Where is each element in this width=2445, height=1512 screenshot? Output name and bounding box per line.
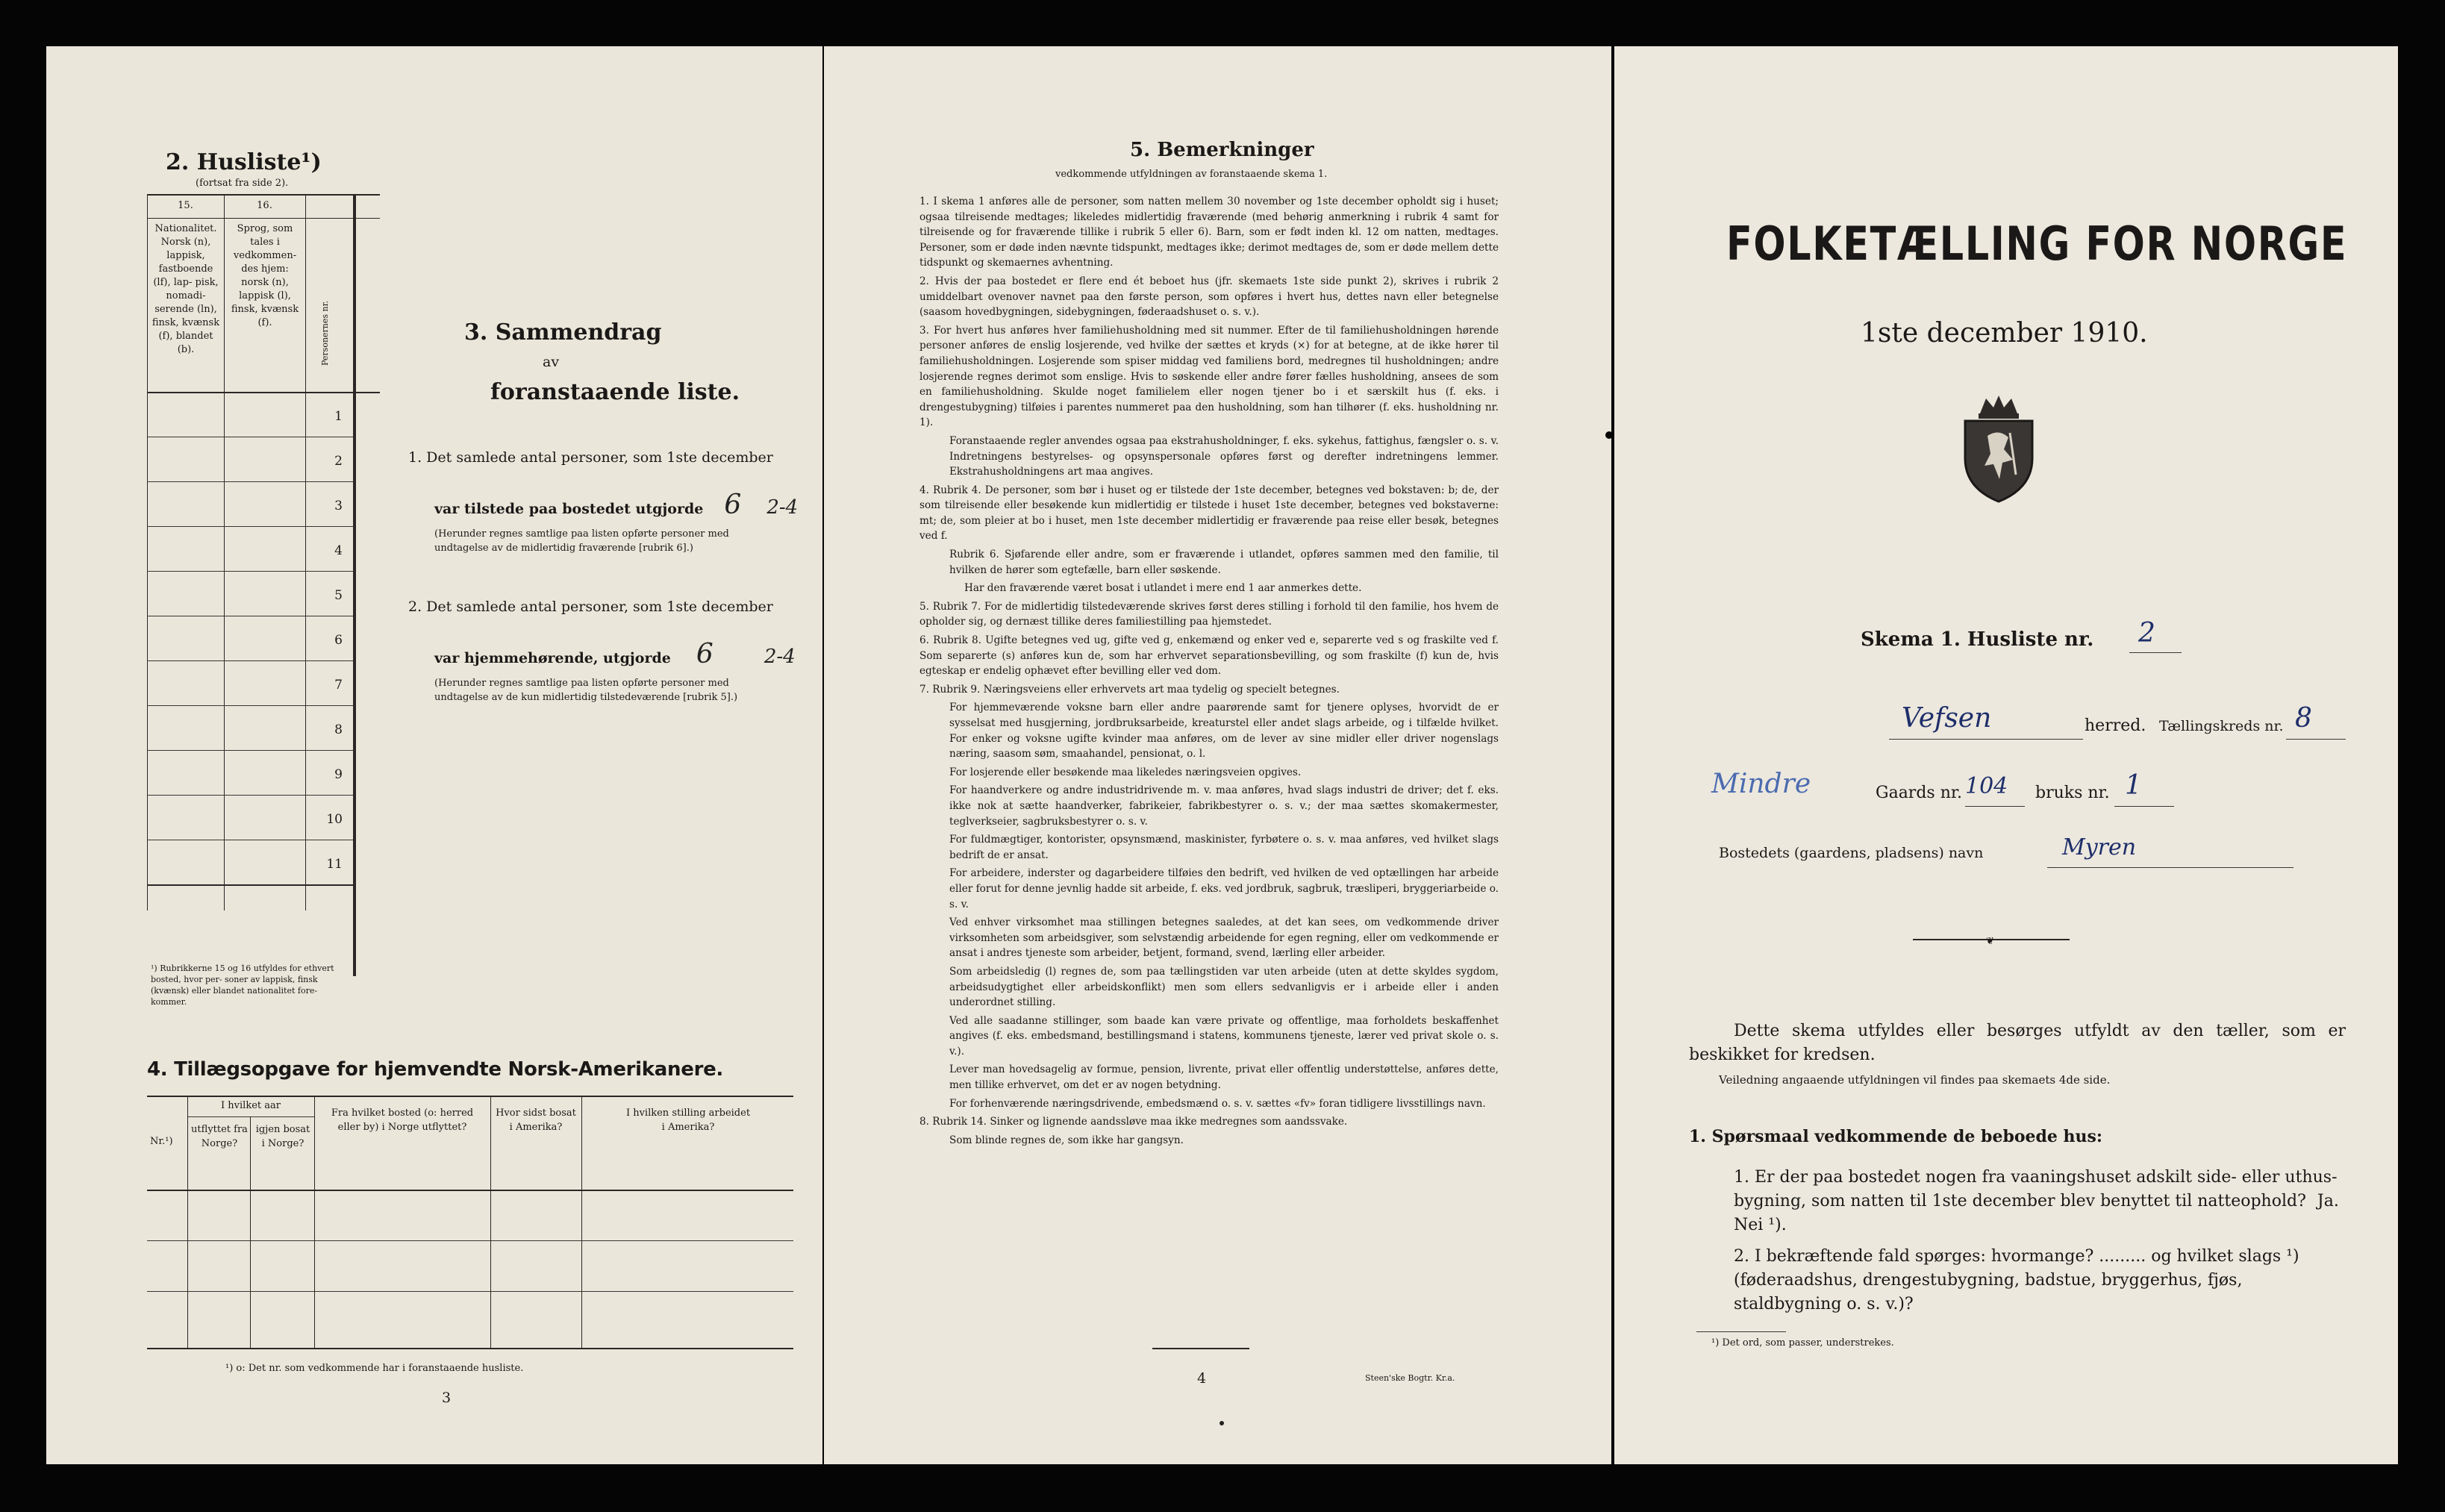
sammendrag-item2-line2 — [434, 639, 796, 669]
question-1 — [1734, 1166, 2346, 1237]
remark-7d: For haandverkere og andre industridrivende m. v. maa anføres, hvad slags industri de driver; det f. eks. ikke nok at sætte haandverker, fabrikeier, fabrikbestyrer o. s. v.; der maa sættes skomakermester, teglverkseier, sagbruksbestyrer o. s. v. — [949, 784, 1499, 828]
remark-7g: Ved enhver virksomhet maa stillingen betegnes saaledes, at det kan sees, om vedkommende driver virksomheten som arbeidsgiver, som selvstændig arbeidende for egen regning, eller om vedkommende er ansat i andres tjeneste som arbeider, betjent, formand, svend, lærling eller arbeider. — [949, 916, 1499, 960]
bruks-line — [2114, 806, 2174, 807]
page-number-4: 4 — [1197, 1370, 1207, 1387]
binding-dot — [1220, 1421, 1224, 1425]
remark-7k: For forhenværende næringsdrivende, embedsmænd o. s. v. sættes «fv» foran tidligere livsstillings navn. — [949, 1097, 1486, 1110]
tillaeg-title: 4. Tillægsopgave for hjemvendte Norsk-Amerikanere. — [147, 1058, 723, 1081]
right-footnote: ¹) Det ord, som passer, understrekes. — [1711, 1337, 1894, 1349]
remark-8: 8. Rubrik 14. Sinker og lignende aandssløve maa ikke medregnes som aandssvake. — [919, 1116, 1348, 1128]
page-middle — [824, 46, 1611, 1464]
sammendrag-subtitle: foranstaaende liste. — [490, 379, 740, 405]
husliste-title: 2. Husliste¹) — [166, 149, 322, 175]
footnote-rule — [1696, 1331, 1786, 1332]
remark-4b: Rubrik 6. Sjøfarende eller andre, som er fraværende i utlandet, opføres sammen med den familie, til hvilken de hører som egtefælle, barn eller søskende. — [949, 549, 1499, 576]
remark-7b: For hjemmeværende voksne barn eller andre paarørende samt for tjenere oplyses, hvorvidt de er sysselsat med husgjerning, jordbruksarbeide, kreaturstel eller andet slags arbeide, og i tilfælde hvilket. For enker og voksne ugifte kvinder maa anføres, om de lever av sine midler eller driver nogenslags næring, saasom søm, smaahandel, pensionat, o. l. — [949, 702, 1499, 760]
remark-3: 3. For hvert hus anføres hver familiehusholdning med sit nummer. Efter de til familiehusholdningen hørende personer anføres de enslig losjerende, ved hvilke der sættes et kryds (×) for at betegne, at de ikke hører til familiehusholdningen. Losjerende som spiser middag ved familiens bord, medregnes til husholdningen; andre losjerende regnes derimot som enslige. Hvis to søskende eller andre fører fælles husholdning, ansees de som en familiehusholdning. Skulde noget familielem eller nogen tjener bo i et særskilt hus (f. eks. i drengestubygning) tilføies i parentes nummeret paa den husholdning, som han tilhører (f. eks. husholdning nr. 1). — [919, 324, 1499, 429]
husliste-number-line — [2129, 652, 2182, 653]
sammendrag-title: 3. Sammendrag — [464, 319, 662, 346]
coat-of-arms-icon — [1958, 391, 2040, 503]
col16-number: 16. — [257, 200, 272, 211]
tillaeg-col-igjen: igjen bosat i Norge? — [255, 1124, 310, 1149]
sammendrag-item1-line1: 1. Det samlede antal personer, som 1ste december — [408, 449, 773, 466]
col16-header: Sprog, som tales i vedkommen- des hjem: norsk (n), lappisk (l), finsk, kvænsk (f). — [231, 223, 299, 328]
husliste-number: 2 — [2138, 618, 2155, 649]
margin-note: Mindre — [1711, 769, 1811, 799]
row-number: 5 — [334, 588, 343, 603]
row-number: 2 — [334, 454, 343, 469]
sammendrag-item2-label: var hjemmehørende, utgjorde — [434, 650, 671, 666]
husliste-footnote: ¹) Rubrikkerne 15 og 16 utfyldes for ethvert bosted, hvor per- soner av lappisk, finsk (kvænsk) eller blandet nationalitet fore- kommer. — [151, 963, 334, 1007]
col-personer-header: Personernes nr. — [320, 300, 330, 366]
remark-3b: Foranstaaende regler anvendes ogsaa paa ekstrahusholdninger, f. eks. sykehus, fattighus, fængsler o. s. v. Indretningens bestyrelses- og opsynspersonale opføres først og derefter indretningens lemmer. Ekstrahusholdningens art maa angives. — [949, 434, 1499, 478]
remark-7e: For fuldmægtiger, kontorister, opsynsmænd, maskinister, fyrbøtere o. s. v. maa anføres, ved hvilket slags bedrift de er ansat. — [949, 834, 1499, 861]
tillaeg-col-hvilket-aar: I hvilket aar — [221, 1100, 281, 1111]
bosted-label: Bostedets (gaardens, pladsens) navn — [1719, 845, 1984, 861]
sammendrag-item1-label: var tilstede paa bostedet utgjorde — [434, 501, 704, 517]
remark-7j: Lever man hovedsagelig av formue, pension, livrente, privat eller offentlig understøttelse, anføres dette, men tillike erhvervet, om det er av nogen betydning. — [949, 1063, 1499, 1092]
bosted-line — [2047, 867, 2293, 868]
intro-text: Dette skema utfyldes eller besørges utfyldt av den tæller, som er beskikket for kredsen. — [1689, 1022, 2346, 1064]
tillaeg-col-bosted: Fra hvilket bosted (o: herred eller by) i Norge utflyttet? — [331, 1108, 474, 1133]
ornament-icon: ❦ — [1986, 936, 1994, 947]
binding-hole — [1605, 431, 1613, 439]
kreds-line — [2286, 739, 2346, 740]
question-2: 2. I bekræftende fald spørges: hvormange? ......... og hvilket slags ¹) (føderaadshus, drengestubygning, badstue, bryggerhus, fjøs, staldbygning o. s. v.)? — [1734, 1247, 2299, 1313]
bosted-value: Myren — [2062, 834, 2137, 860]
col15-header: Nationalitet. Norsk (n), lappisk, fastboende (lf), lap- pisk, nomadi- serende (ln), finsk, kvænsk (f), blandet (b). — [152, 223, 220, 355]
remark-6: 6. Rubrik 8. Ugifte betegnes ved ug, gifte ved g, enkemænd og enker ved e, separerte ved s og fraskilte ved f. Som separerte (s) anføres kun de, som har erhvervet separationsbevilling, og som fraskilte (f) kun de, hvis egteskap er endelig ophævet efter bevilling eller ved dom. — [919, 634, 1499, 678]
remark-7i: Ved alle saadanne stillinger, som baade kan være private og offentlige, maa forholdets beskaffenhet angives (f. eks. embedsmand, bestillingsmand i statens, kommunens tjeneste, lærer ved privat skole o. s. v.). — [949, 1014, 1499, 1058]
row-number: 8 — [334, 722, 343, 737]
husliste-table — [147, 194, 380, 976]
remark-5: 5. Rubrik 7. For de midlertidig tilstedeværende skrives først deres stilling i forhold til den familie, hos hvem de opholder sig, og dernæst tillike deres familiestilling paa hjemstedet. — [919, 600, 1499, 628]
sammendrag-item1-line2 — [434, 490, 798, 520]
tillaeg-col-nr: Nr.¹) — [150, 1136, 173, 1147]
remark-7: 7. Rubrik 9. Næringsveiens eller erhvervets art maa tydelig og specielt betegnes. — [919, 683, 1340, 696]
census-title: FOLKETÆLLING FOR NORGE — [1726, 216, 2348, 271]
bemerkninger-title: 5. Bemerkninger — [1130, 139, 1314, 161]
sammendrag-item1-extra: 2-4 — [766, 496, 799, 519]
herred-line — [1889, 739, 2083, 740]
sammendrag-item2-extra: 2-4 — [764, 646, 796, 668]
remark-8b: Som blinde regnes de, som ikke har gangsyn. — [949, 1134, 1184, 1146]
sammendrag-item1-value: 6 — [724, 490, 742, 520]
tillaeg-col-stilling: I hvilken stilling arbeidet i Amerika? — [625, 1108, 751, 1133]
tillaeg-table — [147, 1096, 793, 1349]
row-number: 3 — [334, 499, 343, 513]
census-date: 1ste december 1910. — [1861, 318, 2148, 349]
remark-7c: For losjerende eller besøkende maa likeledes næringsveien opgives. — [949, 766, 1302, 778]
row-number: 11 — [326, 857, 343, 872]
question-1-answer[interactable]: Ja. Nei ¹). — [1734, 1192, 2339, 1234]
remark-2: 2. Hvis der paa bostedet er flere end ét beboet hus (jfr. skemaets 1ste side punkt 2), skrives i rubrik 2 umiddelbart ovenover navnet paa den første person, som opføres i hvert hus, dettes navn eller betegnelse (saasom hovedbygningen, sidebygningen, føderaadshuset o. s. v.). — [919, 275, 1499, 319]
remark-7f: For arbeidere, inderster og dagarbeidere tilføies den bedrift, ved hvilken de ved optællingen har arbeide eller forut for denne jevnlig hadde sit arbeide, f. eks. ved jordbruk, sagbruk, træsliperi, bryggeriarbeide o. s. v. — [949, 867, 1499, 910]
sammendrag-item2-line1: 2. Det samlede antal personer, som 1ste december — [408, 599, 773, 615]
husliste-subtitle: (fortsat fra side 2). — [196, 178, 289, 189]
sammendrag-item2-value: 6 — [696, 639, 713, 669]
herred-label: herred. — [2085, 716, 2146, 735]
remarks-list — [919, 194, 1499, 1151]
remark-7h: Som arbeidsledig (l) regnes de, som paa tællingstiden var uten arbeide (uten at dette skyldes sygdom, arbeidsudygtighet eller arbeidskonflikt) men som ellers sedvanligvis er i arbeide eller i anden underordnet stilling. — [949, 965, 1499, 1009]
sammendrag-item2-note: (Herunder regnes samtlige paa listen opførte personer med undtagelse av de kun midlertidig tilstedeværende [rubrik 5].) — [434, 678, 738, 703]
question-1-text: 1. Er der paa bostedet nogen fra vaaningshuset adskilt side- eller uthus-bygning, som natten til 1ste december blev benyttet til natteophold? — [1734, 1168, 2338, 1210]
sammendrag-item1-note: (Herunder regnes samtlige paa listen opførte personer med undtagelse av de midlertidig fraværende [rubrik 6].) — [434, 528, 729, 554]
page-right — [1614, 46, 2398, 1464]
row-number: 4 — [334, 543, 343, 558]
herred-value: Vefsen — [1902, 703, 1992, 734]
row-number: 7 — [334, 678, 343, 693]
gaards-value: 104 — [1965, 773, 2008, 799]
skema-label: Skema 1. Husliste nr. — [1861, 628, 2094, 651]
remark-4c: Har den fraværende været bosat i utlandet i mere end 1 aar anmerkes dette. — [964, 582, 1362, 595]
tillaeg-col-sidst: Hvor sidst bosat i Amerika? — [496, 1108, 576, 1133]
bruks-label: bruks nr. — [2035, 784, 2110, 802]
remark-4: 4. Rubrik 4. De personer, som bør i huset og er tilstede der 1ste december, betegnes ved bokstaven: b; de, der som tilreisende eller besøkende kun midlertidig er tilstede i huset 1ste december, betegnes ved bokstaverne: mt; de, som pleier at bo i huset, men 1ste december midlertidig er fraværende paa reise eller besøk, betegnes ved f. — [919, 484, 1499, 543]
kreds-label: Tællingskreds nr. — [2159, 718, 2284, 734]
remark-1: 1. I skema 1 anføres alle de personer, som natten mellem 30 november og 1ste december opholdt sig i huset; ogsaa tilreisende medtages; likeledes midlertidig fraværende (med behørig anmerkning i rubrik 4 samt for tilreisende og for fraværende tillike i rubrik 5 eller 6). Barn, som er født inden kl. 12 om natten, medtages. Personer, som er døde inden nævnte tidspunkt, medtages ikke; derimot medtages de, som er døde mellem dette tidspunkt og skemaernes avhentning. — [919, 196, 1499, 269]
tillaeg-col-utflyttet: utflyttet fra Norge? — [191, 1124, 248, 1149]
gaards-line — [1965, 806, 2025, 807]
gaards-label: Gaards nr. — [1876, 784, 1962, 802]
question-section-title — [1689, 1127, 2102, 1146]
row-number: 1 — [334, 409, 343, 424]
printer-mark: Steen'ske Bogtr. Kr.a. — [1365, 1373, 1455, 1383]
intro-note: Veiledning angaaende utfyldningen vil findes paa skemaets 4de side. — [1719, 1073, 2111, 1087]
col15-number: 15. — [178, 200, 193, 211]
row-number: 10 — [326, 812, 343, 827]
sammendrag-av: av — [543, 354, 560, 370]
tillaeg-footnote: ¹) o: Det nr. som vedkommende har i foranstaaende husliste. — [225, 1363, 524, 1374]
row-number: 6 — [334, 633, 343, 648]
row-number: 9 — [334, 767, 343, 782]
page-left — [46, 46, 822, 1464]
bemerkninger-subtitle: vedkommende utfyldningen av foranstaaende skema 1. — [1055, 169, 1328, 180]
kreds-value: 8 — [2295, 703, 2312, 734]
end-rule — [1152, 1348, 1249, 1349]
page-number-3: 3 — [442, 1390, 452, 1406]
question-section-title-text: 1. Spørsmaal vedkommende de beboede hus: — [1689, 1127, 2103, 1146]
bruks-value: 1 — [2125, 770, 2142, 801]
